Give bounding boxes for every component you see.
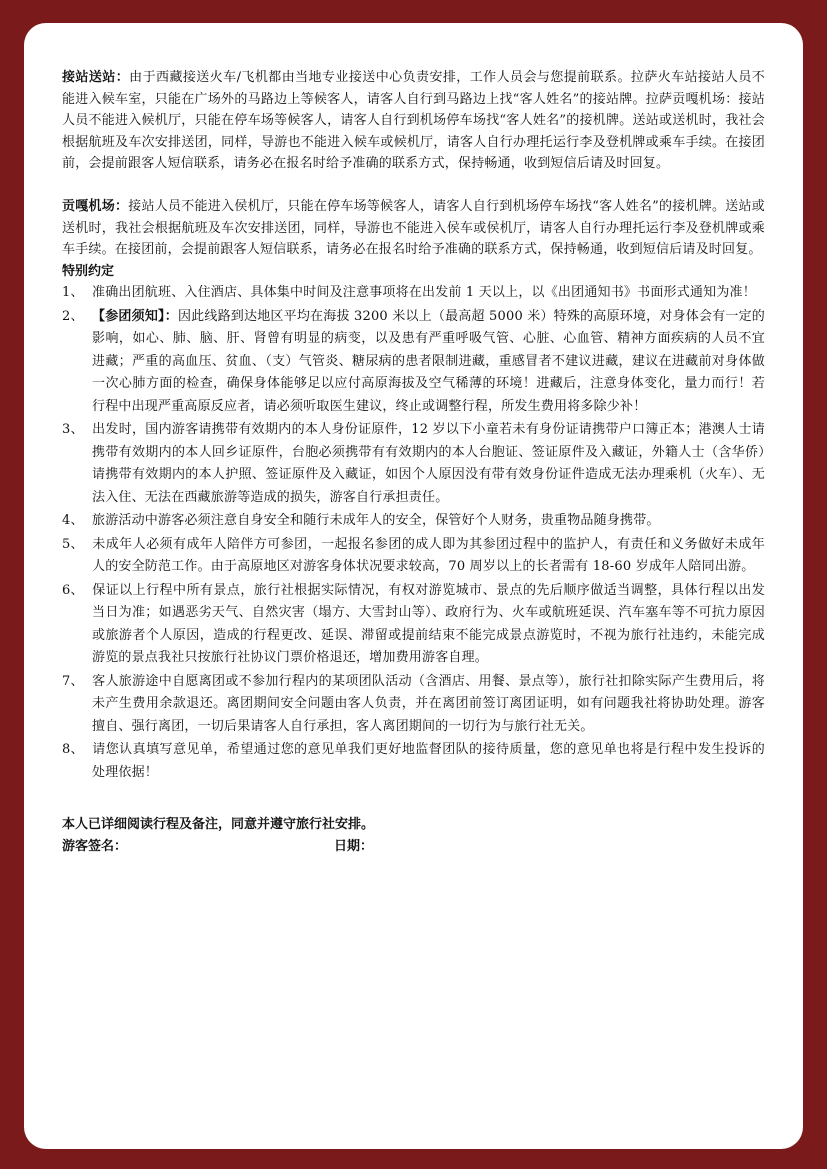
item-text: 准确出团航班、入住酒店、具体集中时间及注意事项将在出发前 1 天以上，以《出团通知书》书面形式通知为准！ xyxy=(92,285,756,301)
item-text: 客人旅游途中自愿离团或不参加行程内的某项团队活动（含酒店、用餐、景点等），旅行社扣除实际产生费用后，将未产生费用余款退还。离团期间安全问题由客人负责，并在离团前签订离团证明，如有问题我社将协助处理。游客擅自、强行离团，一切后果请客人自行承担，客人离团期间的一切行为与旅行社无关。 xyxy=(92,673,765,734)
document-page xyxy=(24,23,803,1149)
pickup-text: 由于西藏接送火车/飞机都由当地专业接送中心负责安排，工作人员会与您提前联系。拉萨火车站接站人员不能进入候车室，只能在广场外的马路边上等候客人，请客人自行到马路边上找“客人姓名”的接站牌。拉萨贡嘎机场：接站人员不能进入候机厅，只能在停车场等候客人，请客人自行到机场停车场找“客人姓名”的接机牌。送站或送机时，我社会根据航班及车次安排送团，同样，导游也不能进入候车或候机厅，请客人自行办理托运行李及登机牌或乘车手续。在接团前，会提前跟客人短信联系，请务必在报名时给予准确的联系方式，保持畅通，收到短信后请及时回复。 xyxy=(62,70,765,172)
item-text: 出发时，国内游客请携带有效期内的本人身份证原件，12 岁以下小童若未有身份证请携带户口簿正本；港澳人士请携带有效期内的本人回乡证原件，台胞必须携带有有效期内的本人台胞证、签证原件及入藏证，外籍人士（含华侨）请携带有效期内的本人护照、签证原件及入藏证，如因个人原因没有带有效身份证件造成无法办理乘机（火车）、无法入住、无法在西藏旅游等造成的损失，游客自行承担责任。 xyxy=(92,422,765,505)
item-text: 请您认真填写意见单，希望通过您的意见单我们更好地监督团队的接待质量，您的意见单也将是行程中发生投诉的处理依据！ xyxy=(92,742,765,780)
list-item xyxy=(62,306,765,419)
item-number: 3、 xyxy=(62,422,84,438)
special-title: 特别约定 xyxy=(62,263,115,279)
list-item xyxy=(62,580,765,670)
gongga-text: 接站人员不能进入侯机厅，只能在停车场等候客人，请客人自行到机场停车场找“客人姓名”的接机牌。送站或送机时，我社会根据航班及车次安排送团，同样，导游也不能进入侯车或侯机厅，请客人自行办理托运行李及登机牌或乘车手续。在接团前，会提前跟客人短信联系，请务必在报名时给予准确的联系方式，保持畅通，收到短信后请及时回复。 xyxy=(62,198,765,258)
agreement-statement: 本人已详细阅读行程及备注，同意并遵守旅行社安排。 xyxy=(62,817,375,833)
item-number: 4、 xyxy=(62,513,84,529)
special-list xyxy=(62,282,765,784)
item-number: 2、 xyxy=(62,308,84,324)
list-item xyxy=(62,282,765,305)
list-item xyxy=(62,739,765,784)
pickup-label: 接站送站： xyxy=(62,70,130,85)
item-text: 保证以上行程中所有景点，旅行社根据实际情况，有权对游览城市、景点的先后顺序做适当调整，具体行程以出发当日为准；如遇恶劣天气、自然灾害（塌方、大雪封山等）、政府行为、火车或航班延误、汽车塞车等不可抗力原因或旅游者个人原因，造成的行程更改、延误、滞留或提前结束不能完成景点游览时，不视为旅行社违约，未能完成游览的景点我社只按旅行社协议门票价格退还，增加费用游客自理。 xyxy=(92,582,765,666)
pickup-paragraph xyxy=(62,67,765,175)
item-number: 6、 xyxy=(62,582,84,598)
item-number: 5、 xyxy=(62,536,84,552)
list-item xyxy=(62,510,765,533)
item-number: 1、 xyxy=(62,285,84,301)
signature-label: 游客签名： xyxy=(62,839,128,855)
list-item xyxy=(62,671,765,739)
item-text: 因此线路到达地区平均在海拔 3200 米以上（最高超 5000 米）特殊的高原环境，对身体会有一定的影响，如心、肺、脑、肝、肾曾有明显的病变，以及患有严重呼吸气管、心脏、心血管、精神方面疾病的人员不宜进藏；严重的高血压、贫血、（支）气管炎、糖尿病的患者限制进藏，重感冒者不建议进藏，建议在进藏前对身体做一次心肺方面的检查，确保身体能够足以应付高原海拔及空气稀薄的环境！进藏后，注意身体变化，量力而行！若行程中出现严重高原反应者，请必须听取医生建议，终止或调整行程，所发生费用将多除少补！ xyxy=(92,308,765,414)
item-number: 8、 xyxy=(62,742,84,758)
item-label: 【参团须知】： xyxy=(92,308,178,324)
list-item xyxy=(62,419,765,509)
gongga-label: 贡嘎机场： xyxy=(62,198,129,214)
signature-row xyxy=(62,836,765,858)
item-text: 未成年人必须有成年人陪伴方可参团，一起报名参团的成人即为其参团过程中的监护人，有责任和义务做好未成年人的安全防范工作。由于高原地区对游客身体状况要求较高，70 周岁以上的长者需有 18-60 岁成年人陪同出游。 xyxy=(92,536,765,575)
item-number: 7、 xyxy=(62,673,84,689)
item-text: 旅游活动中游客必须注意自身安全和随行未成年人的安全，保管好个人财务，贵重物品随身携带。 xyxy=(92,513,660,529)
date-label: 日期： xyxy=(334,839,374,855)
gongga-paragraph xyxy=(62,196,765,261)
list-item xyxy=(62,534,765,579)
